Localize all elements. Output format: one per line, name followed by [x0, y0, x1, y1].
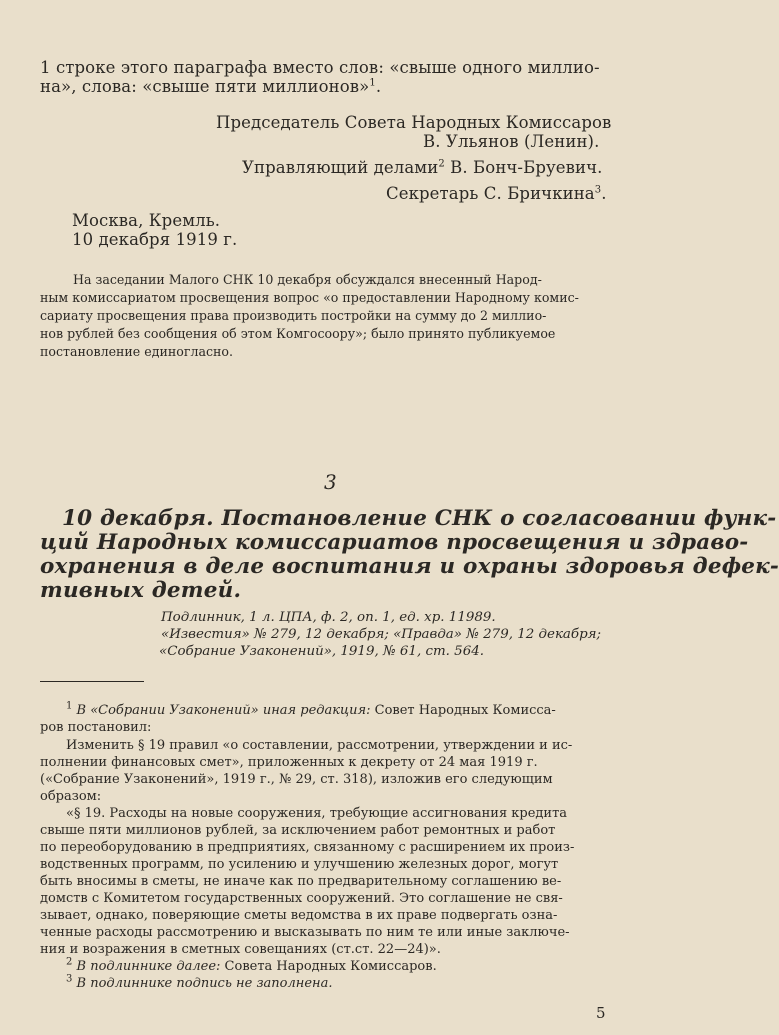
footnote-1-line: Изменить § 19 правил «о составлении, рассмотрении, утверждении и ис- [66, 738, 573, 753]
document-title-line: 10 декабря. Постановление СНК о согласовании функ- [62, 506, 777, 531]
place: Москва, Кремль. [72, 211, 221, 230]
footnote-2: $^2$ В подлиннике далее: Совета Народных Комиссаров. [66, 956, 437, 974]
footnote-1-line: полнении финансовых смет», приложенных к декрету от 24 мая 1919 г. [40, 755, 538, 770]
footnote-ref-2: 2 [438, 158, 445, 170]
chairman-name: В. Ульянов (Ленин). [423, 132, 600, 151]
footnote-1-line: («Собрание Узаконений», 1919 г., № 29, ст. 318), изложив его следующим [40, 772, 553, 787]
chairman-title: Председатель Совета Народных Комиссаров [216, 113, 612, 132]
note-line: На заседании Малого СНК 10 декабря обсуждался внесенный Народ- [73, 272, 542, 287]
date: 10 декабря 1919 г. [72, 230, 238, 249]
footnote-ref-1: 1 [369, 77, 376, 89]
page-number: 5 [596, 1004, 606, 1022]
footnote-separator [40, 681, 144, 682]
footnote-1-line: ния и возражения в сметных совещаниях (ст.ст. 22—24)». [40, 942, 441, 957]
document-title-line: охранения в деле воспитания и охраны здоровья дефек- [40, 554, 779, 579]
secretary-signature: Секретарь С. Бричкина$^3$. [386, 184, 607, 203]
footnote-1-line: водственных программ, по усилению и улучшению железных дорог, могут [40, 857, 559, 872]
footnote-ref-3: 3 [594, 184, 602, 196]
continuation-line-1: 1 строке этого параграфа вместо слов: «свыше одного миллио- [40, 58, 600, 77]
note-line: постановление единогласно. [40, 344, 233, 359]
document-title-line: ций Народных комиссариатов просвещения и здраво- [40, 530, 749, 555]
note-line: нов рублей без сообщения об этом Комгосоору»; было принято публикуемое [40, 326, 556, 341]
footnote-1-line: по переоборудованию в предприятиях, связанному с расширением их произ- [40, 840, 575, 855]
footnote-1: $^1$ В «Собрании Узаконений» иная редакция: Совет Народных Комисса- [66, 700, 556, 718]
footnote-1-line: ров постановил: [40, 720, 152, 735]
footnote-1-line: образом: [40, 789, 102, 804]
footnote-1-line: зывает, однако, поверяющие сметы ведомства в их праве подвергать озна- [40, 908, 558, 923]
footnote-1-line: свыше пяти миллионов рублей, за исключением работ ремонтных и работ [40, 823, 556, 838]
note-line: ным комиссариатом просвещения вопрос «о предоставлении Народному комис- [40, 290, 579, 305]
source-line: «Собрание Узаконений», 1919, № 61, ст. 564. [159, 644, 484, 659]
source-line: «Известия» № 279, 12 декабря; «Правда» № 279, 12 декабря; [161, 627, 602, 642]
footnote-3: $^3$ В подлиннике подпись не заполнена. [66, 973, 333, 991]
footnote-1-line: домств с Комитетом государственных сооружений. Это соглашение не свя- [40, 891, 563, 906]
footnote-1-line: ченные расходы рассмотрению и высказывать по ним те или иные заключе- [40, 925, 570, 940]
source-line: Подлинник, 1 л. ЦПА, ф. 2, оп. 1, ед. хр. 11989. [161, 610, 496, 625]
note-line: сариату просвещения права производить постройки на сумму до 2 миллио- [40, 308, 547, 323]
section-number: 3 [324, 470, 337, 494]
manager-signature: Управляющий делами$^2$ В. Бонч-Бруевич. [242, 158, 603, 177]
footnote-1-line: «§ 19. Расходы на новые сооружения, требующие ассигнования кредита [66, 806, 568, 821]
continuation-line-2: на», слова: «свыше пяти миллионов»$^1$. [40, 77, 382, 96]
footnote-1-line: быть вносимы в сметы, не иначе как по предварительному соглашению ве- [40, 874, 562, 889]
document-title-line: тивных детей. [40, 578, 242, 603]
